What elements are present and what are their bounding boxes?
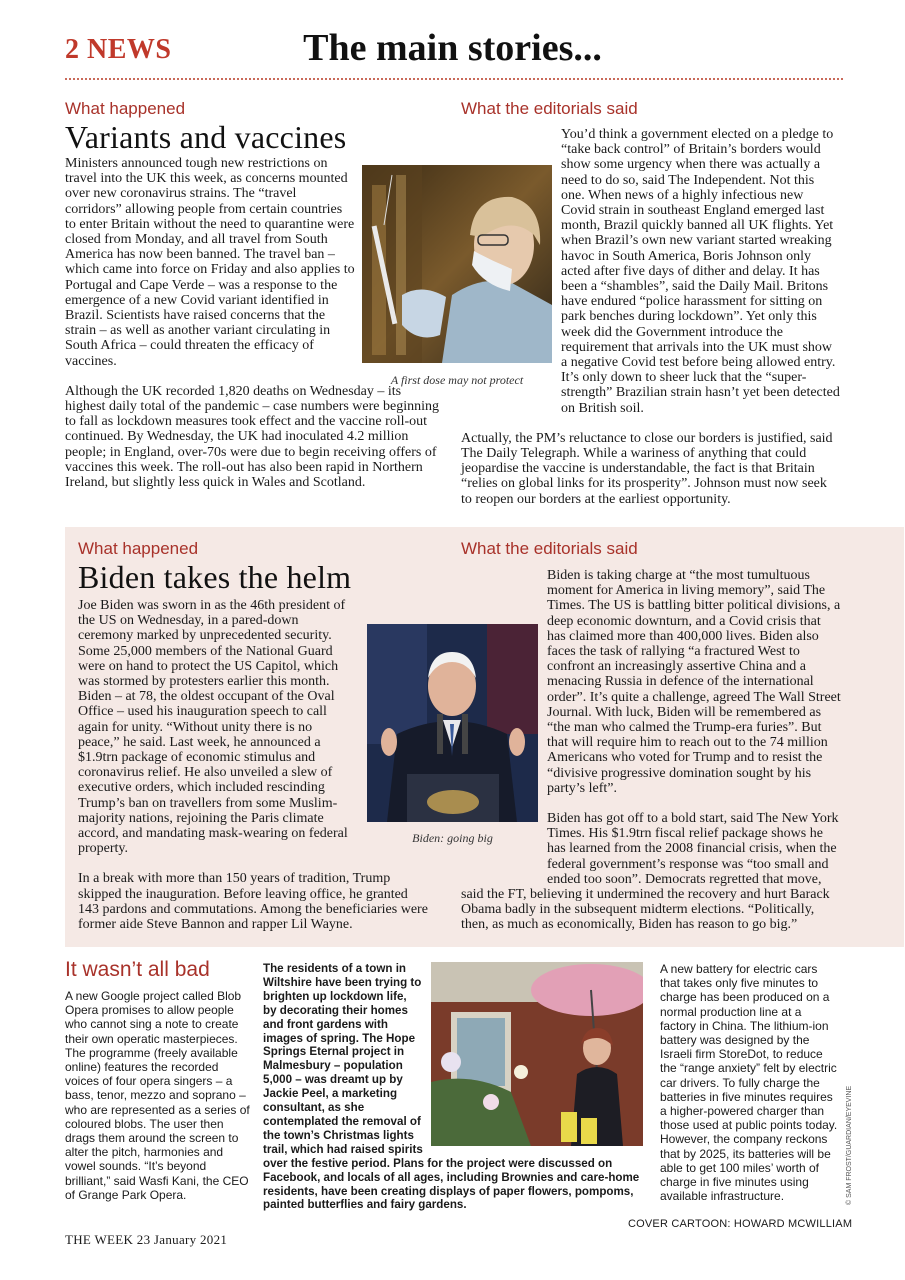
story2-editorials-body bbox=[461, 568, 841, 948]
garden-photo bbox=[431, 962, 643, 1146]
section-label: NEWS bbox=[87, 34, 172, 65]
story2-kicker: What happened bbox=[78, 539, 199, 558]
float-spacer bbox=[461, 157, 561, 419]
story1-kicker: What happened bbox=[65, 99, 186, 118]
page-number-digit: 2 bbox=[65, 34, 80, 65]
story2-editorials-kicker: What the editorials said bbox=[461, 539, 638, 558]
float-spacer bbox=[461, 612, 547, 886]
story2-editorials-para2: Biden has got off to a bold start, said The New York Times. His $1.9trn fiscal relief package shows he has learned from the 2008 financial crisis, when the federal government’s response was “too small and ended too soon”. Democrats regretted that move, said the FT, believing it undermined the recovery and hurt Barack Obama badly in the subsequent midterm elections. “Politically, then, as much as economically, Biden has reason to go big.” bbox=[461, 811, 839, 933]
masthead-divider bbox=[65, 78, 843, 80]
cover-cartoon-credit: COVER CARTOON: HOWARD MCWILLIAM bbox=[628, 1218, 853, 1230]
page-footer: THE WEEK 23 January 2021 bbox=[65, 1232, 228, 1247]
story1-headline: Variants and vaccines bbox=[65, 119, 347, 155]
story2-para1: Joe Biden was sworn in as the 46th president of the US on Wednesday, in a pared-down ceremony marked by unprecedented security. Some 25,000 members of the National Guard were on hand to protect the US Capitol, which was stormed by protesters earlier this month. Biden – at 78, the oldest occupant of the Oval Office – used his inauguration speech to call again for unity. “Without unity there is no peace,” he said. Last week, he announced a $1.9trn package of economic stimulus and coronavirus relief. He also unveiled a slew of executive orders, which included rescinding Trump’s ban on travellers from some Muslim-majority nations, rejoining the Paris climate accord, and mandating mask-wearing on federal property. bbox=[78, 598, 348, 857]
wiltshire-story-text: The residents of a town in Wiltshire have been trying to brighten up lockdown life, by decorating their homes and front gardens with images of spring. The Hope Springs Eternal project in Malmesbury – population 5,000 – was dreamt up by Jackie Peel, a marketing consultant, as she contemplated the removal of the town’s Christmas lights trail, which had raised spirits over the festive period. Plans for the project were discussed on Facebook, and locals of all ages, including Brownies and care-home residents, have been creating displays of paper flowers, pompoms, painted butterflies and fairy gardens. bbox=[263, 962, 640, 1212]
story2-headline: Biden takes the helm bbox=[78, 559, 352, 595]
story2-editorials-para1: Biden is taking charge at “the most tumultuous moment for America in living memory”, said The Times. The US is battling bitter political divisions, a deep economic downturn, and a Covid crisis that has claimed more than 400,000 lives. Biden also faces the task of rallying “a fractured West to confront an increasingly assertive China and a menacing Russia in defence of the international order”. It’s quite a challenge, agreed The Wall Street Journal. With luck, Biden will be remembered as “the man who calmed the Trump-era furies”. But that will require him to reach out to the 74 million Americans who voted for Trump and to resist the “divisive progressive domination sought by his party’s left”. bbox=[547, 568, 841, 796]
it-wasnt-all-bad-kicker: It wasn’t all bad bbox=[65, 958, 210, 981]
story1-editorials-para1: You’d think a government elected on a pledge to “take back control” of Britain’s borders would show some urgency when there was actually a need to do so, said The Independent. Not this one. When news of a highly infectious new Covid strain in southeast England emerged last month, Brazil quickly banned all UK flights. Yet when Brazil’s own new variant started wreaking havoc in South America, Boris Johnson only acted after five days of dither and delay. It has been a “shambles”, said the Daily Mail. Britons have endured “police harassment for sitting on park benches during lockdown”. Yet only this week did the Government introduce the requirement that arrivals into the UK must show a negative Covid test before being allowed entry. It’s only down to sheer luck that the “super-strength” Brazilian strain hasn’t yet been detected on British soil. bbox=[561, 127, 840, 416]
page-title: The main stories... bbox=[303, 27, 602, 69]
battery-story: A new battery for electric cars that takes only five minutes to charge has been produced on a normal production line at a factory in China. The lithium-ion battery was designed by the Israeli firm StoreDot, to reduce the “range anxiety” felt by electric car drivers. To fully charge the batteries in five minutes requires a higher-powered charger than those used at public points today. However, the company reckons that by 2025, its batteries will be able to get 100 miles’ worth of charge in five minutes using available infrastructure. bbox=[660, 962, 838, 1204]
blob-opera-story: A new Google project called Blob Opera promises to allow people who cannot sing a note to create their own operatic masterpieces. The programme (freely available online) features the recorded voices of four opera singers – a bass, tenor, mezzo and soprano – who are represented as a series of coloured blobs. The user then drags them around the screen to alter the pitch, harmonies and vowel sounds. “It’s beyond brilliant,” said Wasfi Kani, the CEO of Grange Park Opera. bbox=[65, 989, 250, 1202]
story1-para1: Ministers announced tough new restrictions on travel into the UK this week, as concerns mounted over new coronavirus strains. The “travel corridors” allowing people from certain countries to enter Britain without the need to quarantine were closed from Monday, and all travel from South America has now been banned. The travel ban – which came into force on Friday and also applies to Portugal and Cape Verde – was a response to the emergence of a new Covid variant identified in Brazil. Scientists have raised concerns that the strain – as well as another variant circulating in South Africa – could threaten the efficacy of vaccines. bbox=[65, 156, 355, 369]
photo-credit: © SAM FROST/GUARDIAN/EYEVINE bbox=[846, 1085, 853, 1205]
biden-photo-caption: Biden: going big bbox=[412, 831, 493, 845]
story2-para2: In a break with more than 150 years of tradition, Trump skipped the inauguration. Before leaving office, he granted 143 pardons and commutations. Among the beneficiaries were former aide Steve Bannon and rapper Lil Wayne. bbox=[78, 871, 428, 933]
story1-editorials-para2: Actually, the PM’s reluctance to close our borders is justified, said The Daily Telegraph. While a wariness of anything that could jeopardise the vaccine is understandable, the fact is that Britain “relies on global links for its prosperity”. Johnson must now seek to reopen our borders at the earliest opportunity. bbox=[461, 430, 833, 507]
vaccine-photo-caption: A first dose may not protect bbox=[390, 373, 524, 387]
story1-editorials-body bbox=[461, 127, 841, 522]
story1-para2: Although the UK recorded 1,820 deaths on Wednesday – its highest daily total of the pandemic – case numbers were beginning to fall as lockdown measures took effect and the vaccine roll-out continued. By Wednesday, the UK had inoculated 4.2 million people; in England, over-70s were due to begin receiving offers of vaccines this week. The roll-out has also been rapid in Northern Ireland, but slightly less quick in Wales and Scotland. bbox=[65, 383, 440, 491]
story1-editorials-kicker: What the editorials said bbox=[461, 99, 638, 118]
